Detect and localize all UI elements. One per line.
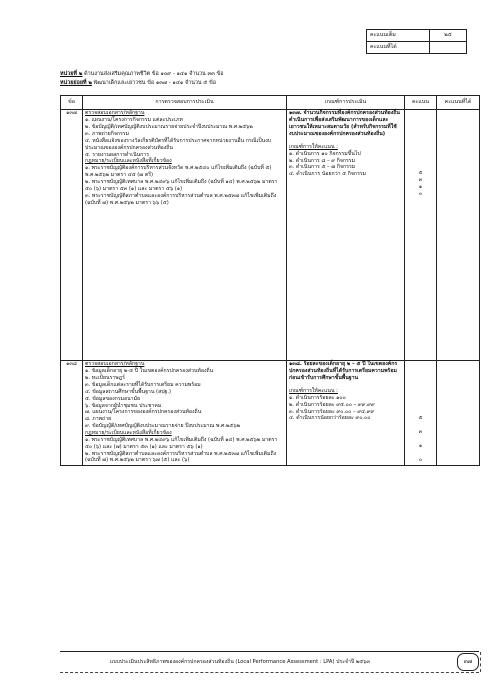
criteria-score: ๐ [418,456,423,463]
header-check: การตรวจสอบการประเมิน [83,96,287,110]
obtained-cell[interactable] [437,109,480,360]
law-item: ๓. พระราชบัญญัติสภาตำบลและองค์การบริหารส่วนตำบล พ.ศ.๒๕๓๗ แก้ไขเพิ่มเติมถึง (ฉบับที่ ๗) พ.ศ.๒๕๖๒ มาตรา ๖๖ (๕) [85,192,277,206]
criteria-item: ๑. ดำเนินการร้อยละ ๑๐๐ [289,394,346,401]
footer-text: แบบประเมินประสิทธิภาพขององค์กรปกครองส่วนท้องถิ่น (Local Performance Assessment : LPA) ประจำปี ๒๕๖๓ [109,659,371,665]
criteria-item: ๑. ดำเนินการ ๑๐ กิจกรรมขึ้นไป [289,150,361,157]
check-item: ๘. ภาพถ่าย [85,416,112,423]
check-item: ๖. ข้อมูลจากผู้นำชุมชน ประชาคม [85,402,162,409]
subunit-heading-text: พัฒนาเด็กและเยาวชน ข้อ ๑๓๗ - ๑๔๑ จำนวน ๕ ข้อ [91,80,217,86]
check-item: ๙. ข้อบัญญัติ/เทศบัญญัติงบประมาณรายจ่าย ปีงบประมาณ พ.ศ.๒๕๖๒ [85,423,241,430]
law-item: ๒. พระราชบัญญัติสภาตำบลและองค์การบริหารส่วนตำบล พ.ศ.๒๕๓๗ แก้ไขเพิ่มเติมถึง (ฉบับที่ ๗) พ.ศ.๒๕๖๒ มาตรา ๖๗ (๕) และ (๖) [85,450,277,464]
subunit-heading [60,80,216,87]
criteria-score: ๕ [418,170,423,177]
obtained-score-label: คะแนนที่ได้ [367,42,430,54]
score-cell [405,109,437,360]
criteria-item: ๓. ดำเนินการร้อยละ ๙๐.๐๐ – ๙๔.๙๙ [289,408,375,415]
full-score-value: ๒๕ [430,30,467,42]
obtained-cell[interactable] [437,360,480,465]
check-item: ๓. ภาพถ่ายกิจกรรม [85,130,130,137]
unit-heading-text: ด้านงานส่งเสริมคุณภาพชีวิต ข้อ ๑๐๙ - ๑๔๑ จำนวน ๓๓ ข้อ [82,71,224,77]
full-score-label: คะแนนเต็ม [367,30,430,42]
criteria-cell [287,109,405,360]
criteria-score: ๕ [418,415,423,422]
header-no: ข้อ [61,96,83,110]
criteria-score: ๓ [418,177,423,184]
law-heading: กฎหมาย/ระเบียบและหนังสือที่เกี่ยวข้อง [85,158,172,165]
score-box [366,29,467,54]
footer-dashed-edge [480,652,481,672]
criteria-title: ๑๓๘. ร้อยละของเด็กอายุ ๒ – ๕ ปี ในเขตองค์กรปกครองส่วนท้องถิ่นที่ได้รับการเตรียมความพร้อมก่อนเข้ารับการศึกษาขั้นพื้นฐาน [289,361,398,382]
check-item: ๑. ข้อมูลเด็กอายุ ๒-๕ ปี ในเขตองค์กรปกครองส่วนท้องถิ่น [85,368,214,375]
criteria-label: เกณฑ์การให้คะแนน : [289,143,338,150]
criteria-item: ๒. ดำเนินการร้อยละ ๙๕.๐๐ – ๙๙.๙๙ [289,401,375,408]
unit-heading-prefix: หน่วยที่ ๒ [60,71,83,77]
criteria-title: ๑๓๗. จำนวนกิจกรรมที่องค์กรปกครองส่วนท้องถิ่นดำเนินการเพื่อส่งเสริมพัฒนาการของเด็กและเยาวชนให้เหมาะสมตามวัย (สำหรับกิจกรรมที่ใช้งบประมาณขององค์กรปกครองส่วนท้องถิ่น) [289,110,400,137]
check-item: ๗. แผนงาน/โครงการขององค์กรปกครองส่วนท้องถิ่น [85,409,202,416]
criteria-score: ๑ [418,443,423,450]
check-item: ๑. แผนงาน/โครงการกิจกรรม แต่ละประเภท [85,117,183,124]
criteria-label: เกณฑ์การให้คะแนน : [289,387,338,394]
criteria-score: ๑ [418,184,423,191]
criteria-item: ๔. ดำเนินการ น้อยกว่า ๕ กิจกรรม [289,171,367,178]
law-item: ๒. พระราชบัญญัติเทศบาล พ.ศ.๒๔๙๖ แก้ไขเพิ่มเติมถึง (ฉบับที่ ๑๔) พ.ศ.๒๕๖๒ มาตรา ๕๐ (๖) มาตรา ๕๓ (๑) และ มาตรา ๕๖ (๑) [85,178,278,192]
score-cell [405,360,437,465]
header-obtained: คะแนนที่ได้ [437,96,480,110]
criteria-cell [287,360,405,465]
table-row [61,360,480,465]
item-number: ๑๓๘ [61,360,83,465]
check-item: ๔. หนังสือแจ้งของรางวัลเกียรติบัตรที่ได้รับการประกาศจากหน่วยงานอื่น กรณีเป็นงบประมาณขององค์กรปกครองส่วนท้องถิ่น [85,137,272,151]
check-item: ๒. ทะเบียนราษฎร์ [85,375,125,382]
table-row [61,109,480,360]
check-item: ๕. รายงานผลการดำเนินการ [85,151,150,158]
check-cell [83,109,287,360]
item-number: ๑๓๗ [61,109,83,360]
unit-heading [60,71,223,78]
obtained-score-value[interactable] [430,42,467,54]
header-criteria: เกณฑ์การประเมิน [287,96,405,110]
criteria-score: ๐ [418,190,423,197]
evidence-heading: ตรวจสอบเอกสาร/หลักฐาน [85,110,145,117]
check-item: ๓. ข้อมูลเด็กแต่ละรายที่ได้รับการเตรียม ความพร้อม [85,381,201,388]
check-item: ๔. ข้อมูลสถานศึกษาขั้นพื้นฐาน (สปฐ.) [85,388,172,395]
criteria-item: ๓. ดำเนินการ ๕ – ๗ กิจกรรม [289,164,356,171]
law-heading: กฎหมาย/ระเบียบและหนังสือที่เกี่ยวข้อง [85,429,172,436]
check-cell [83,360,287,465]
table-header-row [61,96,480,110]
criteria-item: ๒. ดำเนินการ ๘ – ๙ กิจกรรม [289,157,356,164]
assessment-table [60,95,480,466]
check-item: ๒. ข้อบัญญัติ/เทศบัญญัติงบประมาณรายจ่ายประจำปีงบประมาณ พ.ศ.๒๕๖๒ [85,124,253,131]
check-item: ๕. ข้อมูลของกรมอนามัย [85,395,141,402]
subunit-heading-prefix: หน่วยย่อยที่ ๒ [60,80,92,86]
criteria-item: ๔. ดำเนินการน้อยกว่าร้อยละ ๙๐.๐๐ [289,415,371,422]
law-item: ๑. พระราชบัญญัติเทศบาล พ.ศ.๒๔๙๖ แก้ไขเพิ่มเติมถึง (ฉบับที่ ๑๔) พ.ศ.๒๕๖๒ มาตรา ๕๐ (๖) และ (๗) มาตรา ๕๓ (๑) และ มาตรา ๕๖ (๑) [85,436,278,450]
criteria-score: ๓ [418,429,423,436]
evidence-heading: ตรวจสอบเอกสาร/หลักฐาน [85,361,145,368]
page-number: ๓๗ [457,653,479,671]
header-score: คะแนน [405,96,437,110]
law-item: ๑. พระราชบัญญัติองค์การบริหารส่วนจังหวัด พ.ศ.๒๕๔๐ แก้ไขเพิ่มเติมถึง (ฉบับที่ ๕) พ.ศ.๒๕๖๒ มาตรา ๔๕ (๗ ตรี) [85,165,272,179]
page-footer [60,651,479,673]
